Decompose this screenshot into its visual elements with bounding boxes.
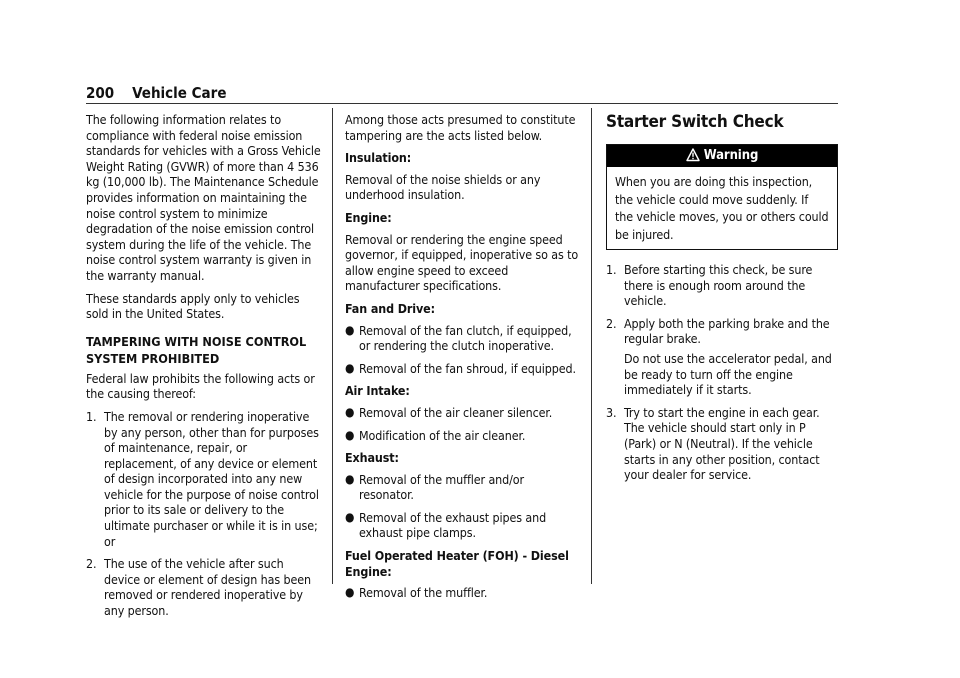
list-item-text: Removal of the air cleaner silencer. bbox=[359, 404, 553, 420]
list-item-text: The removal or rendering inoperative by any person, other than for purposes of maintenance, repair, or replacement, of any device or element of design incorporated into any new vehicle for the purpose of noise control prior to its sale or delivery to the ultimate purchaser or while it is in use; or bbox=[104, 408, 319, 549]
header-rule bbox=[86, 103, 838, 104]
list-item-text: Before starting this check, be sure there is enough room around the vehicle. bbox=[624, 262, 813, 309]
list-item bbox=[345, 472, 581, 503]
warning-header bbox=[607, 145, 837, 167]
list-item-text: Removal of the fan shroud, if equipped. bbox=[359, 360, 576, 376]
foh-list bbox=[345, 585, 581, 601]
list-item bbox=[86, 409, 322, 549]
bullet-icon: ● bbox=[345, 322, 355, 337]
foh-label: Fuel Operated Heater (FOH) - Diesel Engine: bbox=[345, 548, 569, 579]
bullet-icon: ● bbox=[345, 427, 355, 442]
list-item bbox=[606, 262, 838, 309]
page-header bbox=[86, 84, 838, 102]
bullet-icon: ● bbox=[345, 585, 355, 600]
section-title: Starter Switch Check bbox=[606, 112, 784, 132]
list-item bbox=[345, 405, 581, 421]
list-item-text: Try to start the engine in each gear. The vehicle should start only in P (Park) or N (Neutral). If the vehicle starts in any other position, contact your dealer for service. bbox=[624, 404, 820, 483]
list-item-number: 2. bbox=[86, 556, 97, 572]
engine-label: Engine: bbox=[345, 209, 392, 225]
list-item-text: Modification of the air cleaner. bbox=[359, 427, 526, 443]
list-item bbox=[345, 585, 581, 601]
section-name: Vehicle Care bbox=[132, 84, 227, 102]
list-item-text: Removal of the muffler. bbox=[359, 585, 488, 601]
column-3 bbox=[606, 112, 838, 490]
warning-triangle-icon bbox=[686, 148, 700, 170]
warning-text: When you are doing this inspection, the vehicle could move suddenly. If the vehicle moves, you or others could be injured. bbox=[615, 174, 829, 242]
list-item-number: 2. bbox=[606, 315, 617, 331]
bullet-icon: ● bbox=[345, 360, 355, 375]
starter-check-steps bbox=[606, 262, 838, 483]
prohibited-acts-list bbox=[86, 409, 322, 619]
fan-drive-label: Fan and Drive: bbox=[345, 300, 436, 316]
exhaust-label: Exhaust: bbox=[345, 450, 399, 466]
fan-drive-list bbox=[345, 323, 581, 377]
bullet-icon: ● bbox=[345, 509, 355, 524]
list-item-text: Removal of the fan clutch, if equipped, or rendering the clutch inoperative. bbox=[359, 322, 572, 354]
list-item-text: Removal of the exhaust pipes and exhaust pipe clamps. bbox=[359, 509, 547, 541]
list-item-number: 1. bbox=[606, 262, 617, 277]
engine-text: Removal or rendering the engine speed governor, if equipped, inoperative so as to allow engine speed to exceed manufacturer specifications. bbox=[345, 231, 579, 294]
column-divider-1 bbox=[332, 250, 333, 584]
list-item-number: 1. bbox=[86, 408, 97, 424]
warning-label: Warning bbox=[703, 148, 759, 163]
list-item-text: Apply both the parking brake and the regular brake. bbox=[624, 315, 830, 347]
list-item bbox=[345, 323, 581, 354]
column-divider-1-top bbox=[332, 108, 333, 250]
list-item bbox=[606, 316, 838, 398]
list-item bbox=[345, 361, 581, 377]
list-item bbox=[345, 428, 581, 444]
column-divider-2-top bbox=[591, 108, 592, 250]
list-item-text: Removal of the muffler and/or resonator. bbox=[359, 471, 524, 503]
tampering-intro: Among those acts presumed to constitute tampering are the acts listed below. bbox=[345, 112, 576, 143]
insulation-label: Insulation: bbox=[345, 150, 412, 166]
air-intake-label: Air Intake: bbox=[345, 383, 410, 399]
federal-law-paragraph: Federal law prohibits the following acts or the causing thereof: bbox=[86, 370, 315, 402]
list-item-subtext: Do not use the accelerator pedal, and be ready to turn off the engine immediately if it starts. bbox=[624, 350, 832, 398]
list-item-number: 3. bbox=[606, 404, 617, 420]
bullet-icon: ● bbox=[345, 404, 355, 419]
insulation-text: Removal of the noise shields or any underhood insulation. bbox=[345, 171, 541, 203]
bullet-icon: ● bbox=[345, 471, 355, 486]
column-1 bbox=[86, 112, 322, 626]
page-number: 200 bbox=[86, 84, 115, 102]
list-item bbox=[86, 556, 322, 618]
exhaust-list bbox=[345, 472, 581, 541]
column-2 bbox=[345, 112, 581, 608]
subheading-tampering: TAMPERING WITH NOISE CONTROL SYSTEM PROHIBITED bbox=[86, 333, 307, 366]
column-divider-2 bbox=[591, 250, 592, 584]
list-item-text: The use of the vehicle after such device or element of design has been removed or rendered inoperative by any person. bbox=[104, 556, 311, 619]
list-item bbox=[606, 405, 838, 483]
air-intake-list bbox=[345, 405, 581, 443]
list-item bbox=[345, 510, 581, 541]
standards-paragraph: These standards apply only to vehicles sold in the United States. bbox=[86, 290, 300, 322]
warning-box bbox=[606, 144, 838, 250]
intro-paragraph: The following information relates to compliance with federal noise emission standards for vehicles with a Gross Vehicle Weight Rating (GVWR) of more than 4 536 kg (10,000 lb). The Maintenance Schedule provides information on maintaining the noise control system to minimize degradation of the noise emission control system during the life of the vehicle. The noise control system warranty is given in the warranty manual. bbox=[86, 112, 321, 283]
